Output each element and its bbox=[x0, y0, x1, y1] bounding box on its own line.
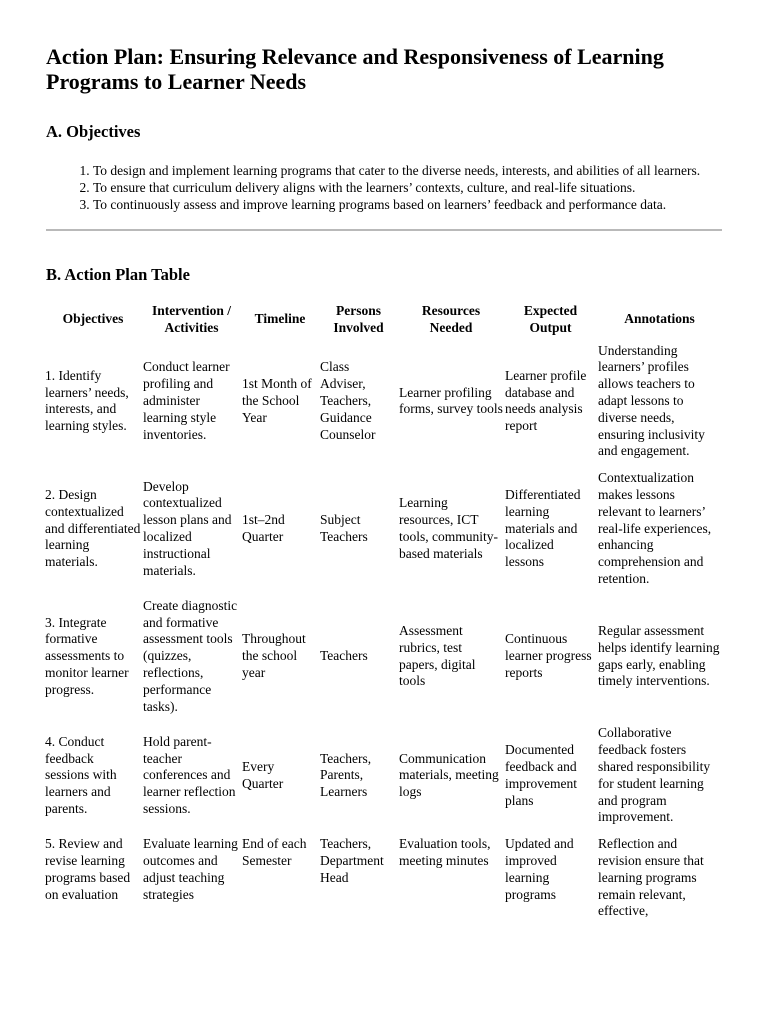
table-cell: Every Quarter bbox=[242, 758, 284, 791]
table-row bbox=[44, 836, 722, 930]
table-cell: Differentiated learning materials and localized lessons bbox=[505, 486, 581, 570]
table-cell: Continuous learner progress reports bbox=[505, 631, 592, 680]
table-cell: Understanding learners’ profiles allows teachers to adapt lessons to diverse needs, ensuring inclusivity and engagement. bbox=[598, 342, 705, 459]
table-cell: Teachers bbox=[320, 648, 368, 664]
column-header: Expected Output bbox=[523, 303, 578, 335]
column-header: Objectives bbox=[62, 311, 124, 327]
table-row bbox=[44, 725, 722, 836]
table-cell: Create diagnostic and formative assessment tools (quizzes, reflections, performance tasks). bbox=[143, 597, 238, 714]
table-header-row bbox=[44, 303, 722, 343]
column-header: Persons Involved bbox=[333, 303, 384, 335]
table-heading: B. Action Plan Table bbox=[46, 265, 190, 284]
table-cell: Contextualization makes lessons relevant to learners’ real-life experiences, enhancing comprehension and retention. bbox=[598, 470, 712, 586]
objective-item: 3. To continuously assess and improve learning programs based on learners’ feedback and performance data. bbox=[93, 196, 722, 213]
objectives-list bbox=[46, 162, 722, 213]
table-cell: 1st Month of the School Year bbox=[242, 376, 312, 425]
table-cell: Collaborative feedback fosters shared responsibility for student learning and program improvement. bbox=[598, 725, 711, 825]
table-cell: Learner profiling forms, survey tools bbox=[399, 384, 503, 417]
table-cell: 5. Review and revise learning programs based on evaluation bbox=[45, 836, 131, 902]
table-cell: Throughout the school year bbox=[242, 631, 306, 680]
column-header: Annotations bbox=[624, 311, 695, 327]
table-cell: Teachers, Parents, Learners bbox=[320, 750, 372, 800]
table-cell: Regular assessment helps identify learning gaps early, enabling timely interventions. bbox=[598, 622, 720, 689]
table-cell: Teachers, Department Head bbox=[320, 836, 384, 885]
table-cell: 1. Identify learners’ needs, interests, and learning styles. bbox=[45, 367, 129, 434]
table-cell: Reflection and revision ensure that learning programs remain relevant, effective, bbox=[598, 836, 704, 919]
objective-item: 2. To ensure that curriculum delivery aligns with the learners’ contexts, culture, and real-life situations. bbox=[93, 179, 722, 196]
table-cell: Class Adviser, Teachers, Guidance Counselor bbox=[320, 359, 376, 442]
table-cell: Evaluation tools, meeting minutes bbox=[399, 836, 491, 868]
table-cell: Hold parent-teacher conferences and learner reflection sessions. bbox=[143, 733, 236, 816]
table-cell: 4. Conduct feedback sessions with learners and parents. bbox=[45, 733, 117, 816]
table-cell: Communication materials, meeting logs bbox=[399, 750, 499, 800]
section-divider bbox=[46, 229, 722, 231]
table-cell: Assessment rubrics, test papers, digital tools bbox=[399, 622, 476, 689]
table-cell: 1st–2nd Quarter bbox=[242, 512, 285, 544]
table-row bbox=[44, 598, 722, 726]
table-cell: Updated and improved learning programs bbox=[505, 836, 574, 902]
column-header: Timeline bbox=[254, 311, 306, 327]
table-cell: Evaluate learning outcomes and adjust teaching strategies bbox=[143, 836, 238, 902]
table-cell: 3. Integrate formative assessments to monitor learner progress. bbox=[45, 614, 129, 697]
action-plan-table bbox=[44, 303, 722, 930]
table-cell: Conduct learner profiling and administer learning style inventories. bbox=[143, 359, 230, 442]
table-cell: Learner profile database and needs analysis report bbox=[505, 367, 587, 434]
table-cell: Learning resources, ICT tools, community-based materials bbox=[399, 495, 498, 561]
objective-item: 1. To design and implement learning programs that cater to the diverse needs, interests, and abilities of all learners. bbox=[93, 162, 722, 179]
table-cell: 2. Design contextualized and differentiated learning materials. bbox=[45, 486, 141, 570]
objectives-heading: A. Objectives bbox=[46, 122, 141, 141]
column-header: Intervention / Activities bbox=[151, 303, 232, 335]
column-header: Resources Needed bbox=[421, 303, 481, 335]
table-cell: End of each Semester bbox=[242, 836, 307, 868]
table-row bbox=[44, 470, 722, 598]
table-cell: Develop contextualized lesson plans and localized instructional materials. bbox=[143, 478, 232, 578]
page-title: Action Plan: Ensuring Relevance and Responsiveness of Learning Programs to Learner Needs bbox=[46, 44, 664, 94]
table-row bbox=[44, 343, 722, 471]
table-cell: Documented feedback and improvement plans bbox=[505, 742, 577, 808]
table-cell: Subject Teachers bbox=[320, 512, 368, 544]
